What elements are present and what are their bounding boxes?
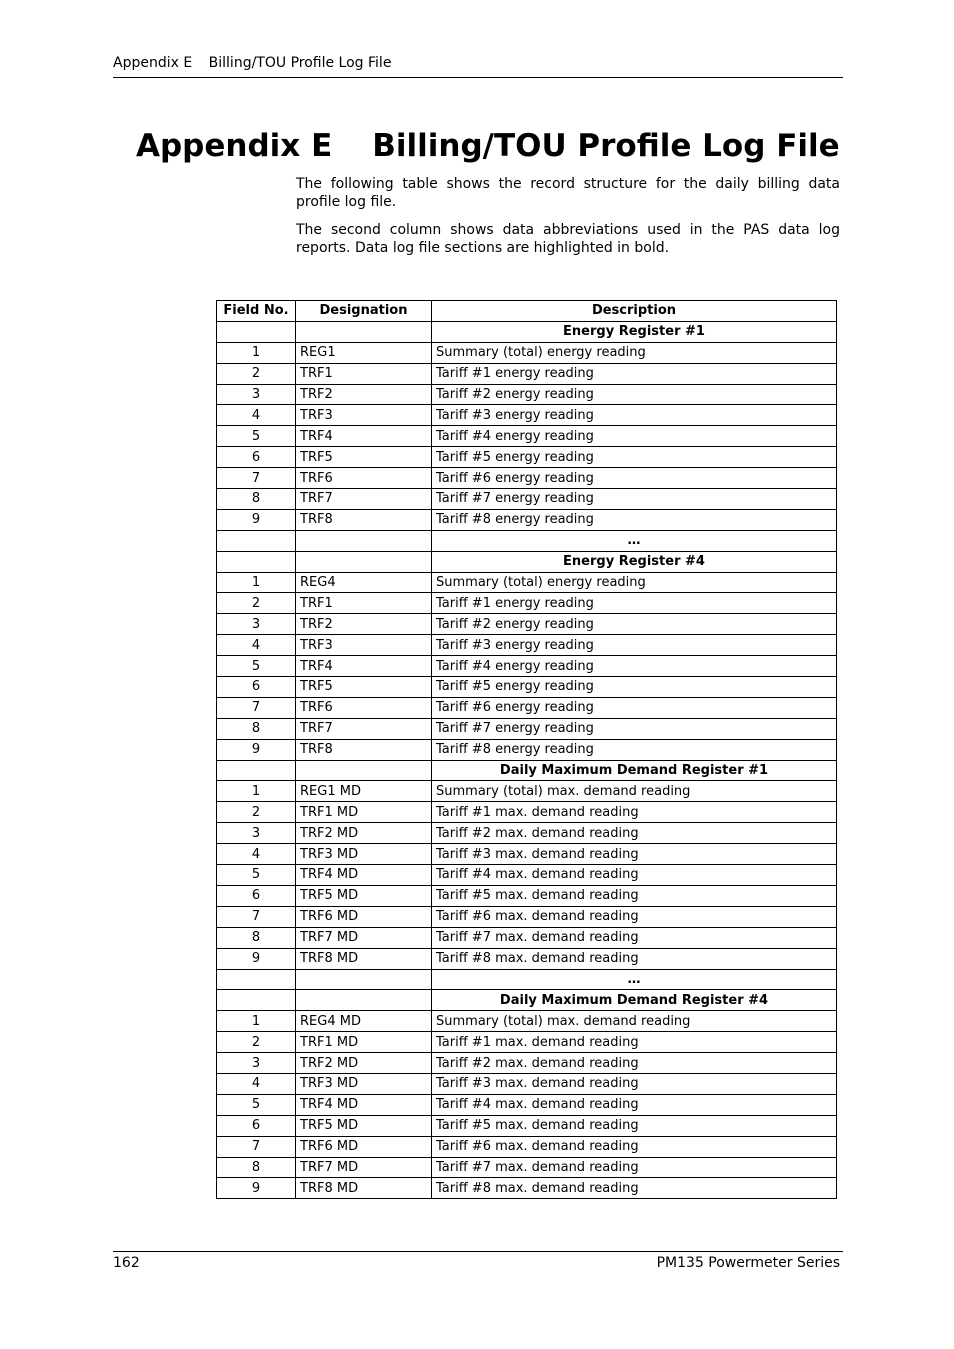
field-no-cell — [217, 530, 296, 551]
designation-cell: TRF7 — [296, 718, 432, 739]
designation-cell: TRF1 — [296, 593, 432, 614]
description-cell: Tariff #4 energy reading — [432, 426, 837, 447]
column-header-designation: Designation — [296, 301, 432, 322]
designation-cell: TRF1 MD — [296, 802, 432, 823]
field-no-cell — [217, 760, 296, 781]
description-cell: Daily Maximum Demand Register #4 — [432, 990, 837, 1011]
intro-paragraph-1: The following table shows the record structure for the daily billing data profile log file. — [296, 176, 840, 210]
field-no-cell: 7 — [217, 906, 296, 927]
description-cell: … — [432, 530, 837, 551]
designation-cell: TRF4 — [296, 426, 432, 447]
field-no-cell: 8 — [217, 1157, 296, 1178]
title-appendix: Appendix E — [136, 128, 333, 164]
table-row — [217, 572, 837, 593]
designation-cell: TRF6 — [296, 468, 432, 489]
description-cell: Tariff #2 energy reading — [432, 614, 837, 635]
table-row — [217, 1157, 837, 1178]
table-row — [217, 1032, 837, 1053]
description-cell: Energy Register #4 — [432, 551, 837, 572]
table-row — [217, 1136, 837, 1157]
table-row — [217, 885, 837, 906]
header-appendix: Appendix E — [113, 55, 193, 71]
field-no-cell: 8 — [217, 927, 296, 948]
description-cell: Tariff #1 max. demand reading — [432, 802, 837, 823]
description-cell: Tariff #2 max. demand reading — [432, 1053, 837, 1074]
description-cell: Tariff #2 max. demand reading — [432, 823, 837, 844]
field-no-cell: 6 — [217, 885, 296, 906]
field-no-cell: 2 — [217, 363, 296, 384]
field-no-cell: 9 — [217, 739, 296, 760]
section-row — [217, 321, 837, 342]
designation-cell: TRF3 MD — [296, 844, 432, 865]
table-row — [217, 1094, 837, 1115]
designation-cell: TRF4 MD — [296, 1094, 432, 1115]
field-no-cell: 3 — [217, 614, 296, 635]
column-header-field-no: Field No. — [217, 301, 296, 322]
header-title: Billing/TOU Profile Log File — [208, 55, 392, 71]
description-cell: Tariff #6 energy reading — [432, 468, 837, 489]
table-row — [217, 718, 837, 739]
description-cell: … — [432, 969, 837, 990]
description-cell: Tariff #5 max. demand reading — [432, 885, 837, 906]
description-cell: Summary (total) energy reading — [432, 572, 837, 593]
description-cell: Summary (total) max. demand reading — [432, 781, 837, 802]
designation-cell: TRF8 — [296, 509, 432, 530]
table-row — [217, 802, 837, 823]
table-body — [217, 321, 837, 1198]
description-cell: Tariff #8 max. demand reading — [432, 948, 837, 969]
designation-cell: TRF7 MD — [296, 927, 432, 948]
field-no-cell: 6 — [217, 1115, 296, 1136]
table-row — [217, 1178, 837, 1199]
title-name: Billing/TOU Profile Log File — [372, 128, 840, 164]
designation-cell: TRF8 MD — [296, 948, 432, 969]
designation-cell: TRF7 — [296, 489, 432, 510]
designation-cell: TRF5 MD — [296, 885, 432, 906]
field-no-cell: 2 — [217, 593, 296, 614]
designation-cell: TRF5 — [296, 677, 432, 698]
column-header-description: Description — [432, 301, 837, 322]
field-no-cell: 1 — [217, 572, 296, 593]
designation-cell: TRF6 MD — [296, 1136, 432, 1157]
table-row — [217, 906, 837, 927]
field-no-cell: 3 — [217, 384, 296, 405]
table-row — [217, 656, 837, 677]
page-header — [113, 55, 843, 78]
field-no-cell: 4 — [217, 405, 296, 426]
description-cell: Tariff #1 energy reading — [432, 363, 837, 384]
designation-cell — [296, 530, 432, 551]
field-no-cell: 9 — [217, 509, 296, 530]
description-cell: Summary (total) max. demand reading — [432, 1011, 837, 1032]
designation-cell: REG1 — [296, 342, 432, 363]
table-row — [217, 948, 837, 969]
product-name: PM135 Powermeter Series — [656, 1255, 840, 1271]
field-no-cell: 5 — [217, 656, 296, 677]
page-title — [136, 128, 840, 164]
description-cell: Tariff #8 energy reading — [432, 739, 837, 760]
designation-cell: TRF8 — [296, 739, 432, 760]
designation-cell: TRF1 — [296, 363, 432, 384]
description-cell: Tariff #5 energy reading — [432, 447, 837, 468]
table-row — [217, 593, 837, 614]
designation-cell: TRF2 — [296, 614, 432, 635]
table-row — [217, 614, 837, 635]
designation-cell: TRF2 MD — [296, 1053, 432, 1074]
table-row — [217, 844, 837, 865]
description-cell: Tariff #5 energy reading — [432, 677, 837, 698]
field-no-cell: 9 — [217, 1178, 296, 1199]
field-no-cell: 7 — [217, 697, 296, 718]
table-row — [217, 697, 837, 718]
field-no-cell — [217, 990, 296, 1011]
designation-cell: TRF2 MD — [296, 823, 432, 844]
description-cell: Tariff #4 max. demand reading — [432, 1094, 837, 1115]
table-row — [217, 1115, 837, 1136]
designation-cell: TRF4 MD — [296, 865, 432, 886]
description-cell: Tariff #3 energy reading — [432, 635, 837, 656]
description-cell: Tariff #2 energy reading — [432, 384, 837, 405]
table-row — [217, 865, 837, 886]
description-cell: Tariff #4 max. demand reading — [432, 865, 837, 886]
table-row — [217, 739, 837, 760]
field-no-cell — [217, 969, 296, 990]
description-cell: Tariff #1 max. demand reading — [432, 1032, 837, 1053]
field-no-cell: 8 — [217, 489, 296, 510]
description-cell: Energy Register #1 — [432, 321, 837, 342]
designation-cell: TRF8 MD — [296, 1178, 432, 1199]
designation-cell: TRF6 — [296, 697, 432, 718]
description-cell: Tariff #5 max. demand reading — [432, 1115, 837, 1136]
record-structure-table — [216, 300, 837, 1199]
page-number: 162 — [113, 1255, 140, 1271]
designation-cell: TRF4 — [296, 656, 432, 677]
description-cell: Tariff #6 max. demand reading — [432, 906, 837, 927]
designation-cell — [296, 969, 432, 990]
table-row — [217, 1053, 837, 1074]
section-row — [217, 551, 837, 572]
designation-cell: TRF3 — [296, 405, 432, 426]
table-header-row — [217, 301, 837, 322]
table-row — [217, 468, 837, 489]
field-no-cell: 4 — [217, 844, 296, 865]
section-row — [217, 760, 837, 781]
field-no-cell: 8 — [217, 718, 296, 739]
description-cell: Tariff #3 energy reading — [432, 405, 837, 426]
section-row — [217, 530, 837, 551]
description-cell: Tariff #3 max. demand reading — [432, 844, 837, 865]
field-no-cell: 9 — [217, 948, 296, 969]
field-no-cell: 3 — [217, 823, 296, 844]
field-no-cell — [217, 551, 296, 572]
table-row — [217, 781, 837, 802]
description-cell: Tariff #7 energy reading — [432, 718, 837, 739]
designation-cell — [296, 990, 432, 1011]
designation-cell: TRF5 MD — [296, 1115, 432, 1136]
description-cell: Daily Maximum Demand Register #1 — [432, 760, 837, 781]
field-no-cell: 6 — [217, 677, 296, 698]
field-no-cell: 1 — [217, 1011, 296, 1032]
description-cell: Tariff #7 max. demand reading — [432, 1157, 837, 1178]
designation-cell: REG1 MD — [296, 781, 432, 802]
field-no-cell: 2 — [217, 1032, 296, 1053]
description-cell: Tariff #7 max. demand reading — [432, 927, 837, 948]
section-row — [217, 990, 837, 1011]
field-no-cell — [217, 321, 296, 342]
field-no-cell: 5 — [217, 426, 296, 447]
intro-text — [296, 175, 840, 267]
designation-cell: TRF3 — [296, 635, 432, 656]
table-row — [217, 384, 837, 405]
field-no-cell: 3 — [217, 1053, 296, 1074]
description-cell: Tariff #7 energy reading — [432, 489, 837, 510]
designation-cell: REG4 MD — [296, 1011, 432, 1032]
designation-cell — [296, 551, 432, 572]
table-row — [217, 823, 837, 844]
table-row — [217, 927, 837, 948]
description-cell: Tariff #8 max. demand reading — [432, 1178, 837, 1199]
field-no-cell: 2 — [217, 802, 296, 823]
section-row — [217, 969, 837, 990]
table-row — [217, 489, 837, 510]
page-footer — [113, 1251, 843, 1271]
table-row — [217, 426, 837, 447]
description-cell: Tariff #4 energy reading — [432, 656, 837, 677]
designation-cell: TRF3 MD — [296, 1073, 432, 1094]
field-no-cell: 7 — [217, 1136, 296, 1157]
field-no-cell: 4 — [217, 635, 296, 656]
intro-paragraph-2: The second column shows data abbreviations used in the PAS data log reports. Data log file sections are highlighted in bold. — [296, 222, 840, 256]
field-no-cell: 5 — [217, 865, 296, 886]
description-cell: Tariff #8 energy reading — [432, 509, 837, 530]
field-no-cell: 1 — [217, 342, 296, 363]
field-no-cell: 1 — [217, 781, 296, 802]
table-row — [217, 363, 837, 384]
designation-cell: TRF6 MD — [296, 906, 432, 927]
designation-cell: REG4 — [296, 572, 432, 593]
designation-cell: TRF7 MD — [296, 1157, 432, 1178]
designation-cell — [296, 760, 432, 781]
table-row — [217, 635, 837, 656]
field-no-cell: 7 — [217, 468, 296, 489]
field-no-cell: 5 — [217, 1094, 296, 1115]
description-cell: Tariff #1 energy reading — [432, 593, 837, 614]
designation-cell — [296, 321, 432, 342]
designation-cell: TRF2 — [296, 384, 432, 405]
designation-cell: TRF5 — [296, 447, 432, 468]
table-row — [217, 1073, 837, 1094]
table-row — [217, 405, 837, 426]
table-row — [217, 1011, 837, 1032]
table-row — [217, 447, 837, 468]
description-cell: Tariff #3 max. demand reading — [432, 1073, 837, 1094]
field-no-cell: 6 — [217, 447, 296, 468]
table-row — [217, 342, 837, 363]
table-row — [217, 677, 837, 698]
table-row — [217, 509, 837, 530]
field-no-cell: 4 — [217, 1073, 296, 1094]
description-cell: Tariff #6 energy reading — [432, 697, 837, 718]
description-cell: Tariff #6 max. demand reading — [432, 1136, 837, 1157]
designation-cell: TRF1 MD — [296, 1032, 432, 1053]
description-cell: Summary (total) energy reading — [432, 342, 837, 363]
